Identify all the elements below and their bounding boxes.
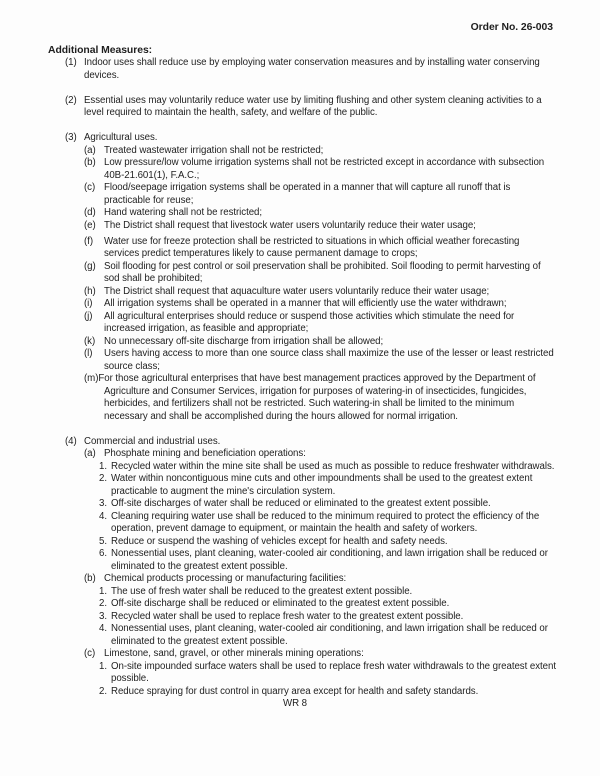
list-item (84, 348, 556, 373)
item-marker: 1. (99, 585, 107, 597)
item-marker: (c) (84, 182, 96, 193)
item-text: Hand watering shall not be restricted; (104, 207, 263, 218)
item-marker: (4) (65, 435, 77, 447)
item-text: Limestone, sand, gravel, or other minerals mining operations: (104, 648, 364, 659)
item-marker: 3. (99, 610, 107, 622)
list-item (84, 207, 556, 220)
item-marker: 2. (99, 473, 107, 484)
list-item (84, 235, 556, 261)
list-item (84, 285, 556, 299)
list-item (65, 435, 556, 449)
list-item (99, 535, 556, 549)
list-item (99, 598, 556, 611)
item-marker: (f) (84, 235, 93, 247)
item-text: Off-site discharge shall be reduced or eliminated to the greatest extent possible. (111, 598, 450, 609)
item-text: Users having access to more than one source class shall maximize the use of the lesser or least restricted source class; (104, 348, 554, 372)
page-number: WR 8 (282, 698, 308, 709)
item-marker: (g) (84, 260, 96, 272)
item-text: On-site impounded surface waters shall be used to replace fresh water withdrawals to the greatest extent possible. (111, 660, 556, 684)
list-item (84, 448, 556, 461)
document-content (0, 45, 600, 711)
item-marker: 4. (99, 623, 107, 634)
item-text: Soil flooding for pest control or soil preservation shall be prohibited. Soil flooding to permit harvesting of sod shall be prohibited; (104, 260, 541, 284)
item-text: Recycled water shall be used to replace fresh water to the greatest extent possible. (111, 610, 464, 622)
item-marker: (e) (84, 219, 96, 231)
item-marker: (a) (84, 448, 96, 459)
item-marker: 4. (99, 510, 107, 522)
item-text: The District shall request that aquaculture water users voluntarily reduce their water usage; (104, 285, 490, 297)
item-text: For those agricultural enterprises that have best management practices approved by the Department of Agriculture and Consumer Services, irrigation for purposes of watering-in of insecticides, fungicides, herbicides, and fertilizers shall not be restricted. Such watering-in shall be limited to the minimum necessary and shall be accomplished during the hours allowed for normal irrigation. (98, 373, 536, 422)
item-marker: 2. (99, 685, 107, 697)
item-marker: (l) (84, 348, 93, 359)
list-item (84, 182, 556, 207)
item-text: Treated wastewater irrigation shall not be restricted; (104, 144, 324, 156)
item-text: Reduce spraying for dust control in quarry area except for health and safety standards. (111, 685, 479, 697)
list-item (65, 94, 556, 120)
item-marker: (i) (84, 298, 93, 309)
item-marker: 1. (99, 660, 107, 672)
item-marker: 6. (99, 548, 107, 559)
list-item (99, 498, 556, 511)
list-item (99, 610, 556, 624)
item-text: All irrigation systems shall be operated in a manner that will efficiently use the water withdrawn; (104, 298, 507, 309)
item-text: Cleaning requiring water use shall be reduced to the minimum required to protect the efficiency of the operation, prevent damage to equipment, or maintain the health and safety of workers. (111, 510, 540, 534)
item-marker: 3. (99, 498, 107, 509)
item-text: The use of fresh water shall be reduced to the greatest extent possible. (111, 585, 413, 597)
list-item (99, 548, 556, 573)
list-item (84, 335, 556, 349)
list-item (84, 157, 556, 182)
item-marker: 2. (99, 598, 107, 609)
item-marker: (j) (84, 310, 93, 322)
list-item (84, 648, 556, 661)
item-marker: (b) (84, 573, 96, 584)
item-text: Agricultural uses. (84, 132, 158, 143)
item-marker: (m) (84, 373, 99, 384)
list-item (84, 260, 556, 286)
item-text: Water within noncontiguous mine cuts and other impoundments shall be used to the greatest extent practicable to augment the mine's circulation system. (111, 473, 533, 497)
list-item (65, 57, 556, 82)
item-text: Essential uses may voluntarily reduce water use by limiting flushing and other system cleaning activities to a level required to maintain the health, safety, and welfare of the public. (84, 94, 542, 118)
item-marker: (1) (65, 57, 77, 68)
list-item (84, 373, 556, 423)
item-text: Recycled water within the mine site shall be used as much as possible to reduce freshwater withdrawals. (111, 460, 555, 472)
list-item (84, 298, 556, 311)
item-text: All agricultural enterprises should reduce or suspend those activities which stimulate the need for increased irrigation, as feasible and appropriate; (104, 310, 515, 334)
list-item (99, 660, 556, 686)
item-text: Reduce or suspend the washing of vehicles except for health and safety needs. (111, 535, 448, 547)
list-item (84, 310, 556, 336)
item-text: Flood/seepage irrigation systems shall be operated in a manner that will capture all runoff that is practicable for reuse; (104, 182, 511, 206)
measures-list (0, 57, 600, 698)
item-text: Low pressure/low volume irrigation systems shall not be restricted except in accordance with subsection 40B-21.601(1), F.A.C.; (104, 157, 545, 181)
item-text: Phosphate mining and beneficiation operations: (104, 448, 306, 459)
item-marker: (2) (65, 94, 77, 106)
item-text: Off-site discharges of water shall be reduced or eliminated to the greatest extent possible. (111, 498, 491, 509)
item-marker: (3) (65, 132, 77, 143)
list-item (99, 685, 556, 699)
section-heading: Additional Measures: (48, 44, 153, 56)
list-item (84, 144, 556, 158)
item-text: The District shall request that livestock water users voluntarily reduce their water usage; (104, 219, 476, 231)
item-marker: (a) (84, 144, 96, 156)
item-text: Commercial and industrial uses. (84, 435, 221, 447)
item-marker: 1. (99, 460, 107, 472)
item-marker: 5. (99, 535, 107, 547)
list-item (84, 573, 556, 586)
item-marker: (h) (84, 285, 96, 297)
item-text: Nonessential uses, plant cleaning, water-cooled air conditioning, and lawn irrigation shall be reduced or eliminated to the greatest extent possible. (111, 548, 548, 572)
order-number: Order No. 26-003 (470, 22, 553, 33)
list-item (65, 132, 556, 145)
list-item (84, 219, 556, 233)
item-marker: (c) (84, 648, 96, 659)
item-marker: (k) (84, 335, 96, 347)
item-marker: (d) (84, 207, 96, 218)
item-text: Indoor uses shall reduce use by employing water conservation measures and by installing water conserving devices. (84, 57, 540, 81)
item-text: Nonessential uses, plant cleaning, water-cooled air conditioning, and lawn irrigation shall be reduced or eliminated to the greatest extent possible. (111, 623, 548, 647)
item-text: Chemical products processing or manufacturing facilities: (104, 573, 347, 584)
item-marker: (b) (84, 157, 96, 168)
item-text: Water use for freeze protection shall be restricted to situations in which official weather forecasting services predict temperatures likely to cause permanent damage to crops; (104, 235, 520, 259)
list-item (99, 623, 556, 648)
list-item (99, 510, 556, 536)
list-item (99, 473, 556, 498)
list-item (99, 460, 556, 474)
list-item (99, 585, 556, 599)
item-text: No unnecessary off-site discharge from irrigation shall be allowed; (104, 335, 384, 347)
